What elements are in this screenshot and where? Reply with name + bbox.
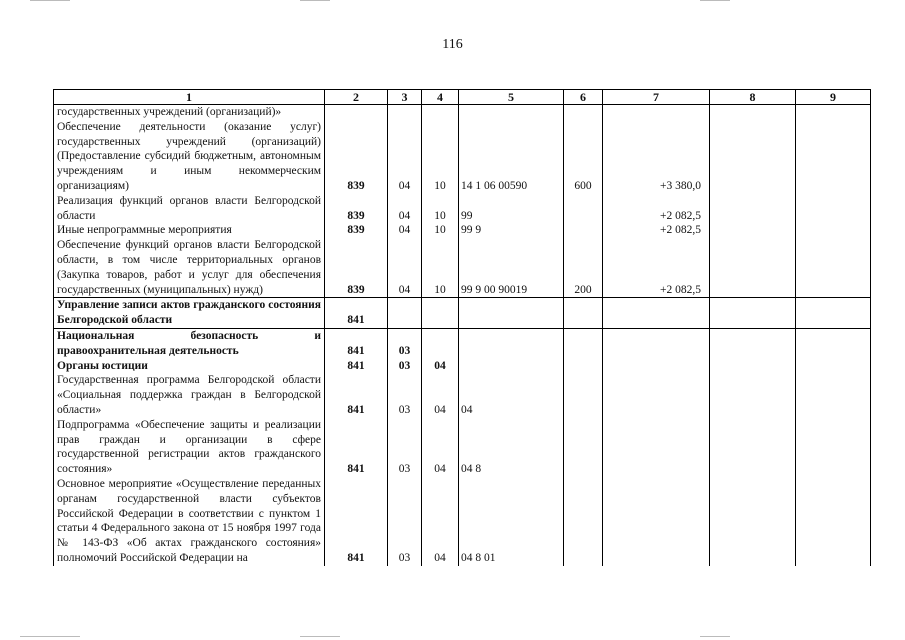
cell-section: 03 — [388, 418, 422, 477]
table-row — [54, 223, 871, 238]
cell-col9 — [796, 105, 871, 120]
cell-col8 — [710, 120, 796, 194]
cell-col9 — [796, 223, 871, 238]
cell-col9 — [796, 238, 871, 298]
cell-amount — [603, 477, 710, 566]
cell-expense-type — [564, 328, 603, 358]
cell-expense-type — [564, 418, 603, 477]
cell-target-article: 99 — [459, 194, 564, 224]
table-row — [54, 298, 871, 329]
cell-subsection: 10 — [422, 120, 459, 194]
cell-col9 — [796, 418, 871, 477]
cell-col8 — [710, 418, 796, 477]
row-name: Подпрограмма «Обеспечение защиты и реализации прав граждан и организации в сфере государственной регистрации актов гражданского состояния» — [54, 418, 325, 477]
table-row — [54, 477, 871, 566]
cell-subsection: 10 — [422, 194, 459, 224]
cell-target-article — [459, 105, 564, 120]
cell-expense-type: 600 — [564, 120, 603, 194]
column-header: 7 — [603, 90, 710, 105]
cell-ministry-code: 841 — [325, 359, 388, 374]
cell-col8 — [710, 328, 796, 358]
row-name: Государственная программа Белгородской области «Социальная поддержка граждан в Белгородской области» — [54, 373, 325, 417]
cell-section: 04 — [388, 194, 422, 224]
cell-target-article — [459, 359, 564, 374]
cell-expense-type — [564, 105, 603, 120]
table-header-row — [54, 90, 871, 105]
row-name: Иные непрограммные мероприятия — [54, 223, 325, 238]
row-name: Реализация функций органов власти Белгородской области — [54, 194, 325, 224]
cell-amount — [603, 298, 710, 329]
cell-ministry-code: 839 — [325, 238, 388, 298]
column-header: 2 — [325, 90, 388, 105]
cell-target-article: 99 9 — [459, 223, 564, 238]
cell-expense-type — [564, 194, 603, 224]
cell-amount: +2 082,5 — [603, 238, 710, 298]
cell-amount: +2 082,5 — [603, 223, 710, 238]
cell-expense-type: 200 — [564, 238, 603, 298]
cell-target-article: 14 1 06 00590 — [459, 120, 564, 194]
cell-target-article: 04 — [459, 373, 564, 417]
cell-amount — [603, 359, 710, 374]
cell-expense-type — [564, 223, 603, 238]
cell-amount — [603, 328, 710, 358]
cell-target-article: 99 9 00 90019 — [459, 238, 564, 298]
column-header: 8 — [710, 90, 796, 105]
column-header: 6 — [564, 90, 603, 105]
cell-ministry-code: 839 — [325, 120, 388, 194]
table-row — [54, 328, 871, 358]
cell-ministry-code: 841 — [325, 373, 388, 417]
column-header: 1 — [54, 90, 325, 105]
cell-subsection: 10 — [422, 238, 459, 298]
cell-section — [388, 105, 422, 120]
cell-subsection: 04 — [422, 477, 459, 566]
row-name: Управление записи актов гражданского состояния Белгородской области — [54, 298, 325, 329]
cell-section: 03 — [388, 373, 422, 417]
table-row — [54, 120, 871, 194]
cell-expense-type — [564, 373, 603, 417]
cell-ministry-code: 841 — [325, 418, 388, 477]
scan-artifact — [300, 636, 340, 637]
cell-col8 — [710, 359, 796, 374]
cell-target-article — [459, 298, 564, 329]
cell-col9 — [796, 328, 871, 358]
row-name: государственных учреждений (организаций)» — [54, 105, 325, 120]
table-row — [54, 418, 871, 477]
row-name: Основное мероприятие «Осуществление переданных органам государственной власти субъектов Российской Федерации в соответствии с пунктом 1 статьи 4 Федерального закона от 15 ноября 1997 года № 143-ФЗ «Об актах гражданского состояния» полномочий Российской Федерации на — [54, 477, 325, 566]
page-number: 116 — [442, 37, 463, 52]
table-row — [54, 373, 871, 417]
cell-col9 — [796, 477, 871, 566]
scan-artifact — [30, 0, 70, 1]
table-row — [54, 238, 871, 298]
cell-amount — [603, 105, 710, 120]
cell-section: 03 — [388, 477, 422, 566]
column-header: 4 — [422, 90, 459, 105]
cell-ministry-code: 841 — [325, 328, 388, 358]
cell-col8 — [710, 477, 796, 566]
cell-col9 — [796, 359, 871, 374]
cell-subsection: 10 — [422, 223, 459, 238]
cell-subsection — [422, 328, 459, 358]
cell-ministry-code: 839 — [325, 194, 388, 224]
cell-ministry-code: 841 — [325, 477, 388, 566]
cell-col8 — [710, 298, 796, 329]
cell-col8 — [710, 194, 796, 224]
column-header: 9 — [796, 90, 871, 105]
table-row — [54, 105, 871, 120]
cell-target-article: 04 8 — [459, 418, 564, 477]
cell-section: 04 — [388, 120, 422, 194]
column-header: 3 — [388, 90, 422, 105]
cell-col8 — [710, 223, 796, 238]
cell-subsection: 04 — [422, 373, 459, 417]
cell-ministry-code: 839 — [325, 223, 388, 238]
row-name: Обеспечение деятельности (оказание услуг) государственных учреждений (организаций) (Предоставление субсидий бюджетным, автономным учреждениям и иным некоммерческим организациям) — [54, 120, 325, 194]
cell-target-article: 04 8 01 — [459, 477, 564, 566]
cell-amount — [603, 373, 710, 417]
cell-target-article — [459, 328, 564, 358]
budget-table — [53, 89, 871, 566]
cell-col8 — [710, 238, 796, 298]
cell-section: 03 — [388, 328, 422, 358]
cell-expense-type — [564, 298, 603, 329]
scan-artifact — [700, 636, 730, 637]
cell-expense-type — [564, 359, 603, 374]
cell-col8 — [710, 105, 796, 120]
cell-subsection — [422, 105, 459, 120]
cell-subsection: 04 — [422, 418, 459, 477]
cell-section — [388, 298, 422, 329]
row-name: Органы юстиции — [54, 359, 325, 374]
table-row — [54, 359, 871, 374]
cell-section: 04 — [388, 238, 422, 298]
cell-amount: +2 082,5 — [603, 194, 710, 224]
cell-ministry-code: 841 — [325, 298, 388, 329]
cell-col9 — [796, 373, 871, 417]
column-header: 5 — [459, 90, 564, 105]
cell-ministry-code — [325, 105, 388, 120]
cell-col9 — [796, 194, 871, 224]
cell-section: 04 — [388, 223, 422, 238]
cell-subsection: 04 — [422, 359, 459, 374]
row-name: Национальная безопасность и правоохранительная деятельность — [54, 328, 325, 358]
cell-expense-type — [564, 477, 603, 566]
scan-artifact — [700, 0, 730, 1]
cell-subsection — [422, 298, 459, 329]
scan-artifact — [300, 0, 330, 1]
scan-artifact — [20, 636, 80, 637]
cell-amount — [603, 418, 710, 477]
cell-col8 — [710, 373, 796, 417]
cell-amount: +3 380,0 — [603, 120, 710, 194]
cell-col9 — [796, 298, 871, 329]
cell-col9 — [796, 120, 871, 194]
table-row — [54, 194, 871, 224]
cell-section: 03 — [388, 359, 422, 374]
row-name: Обеспечение функций органов власти Белгородской области, в том числе территориальных органов (Закупка товаров, работ и услуг для обеспечения государственных (муниципальных) нужд) — [54, 238, 325, 298]
